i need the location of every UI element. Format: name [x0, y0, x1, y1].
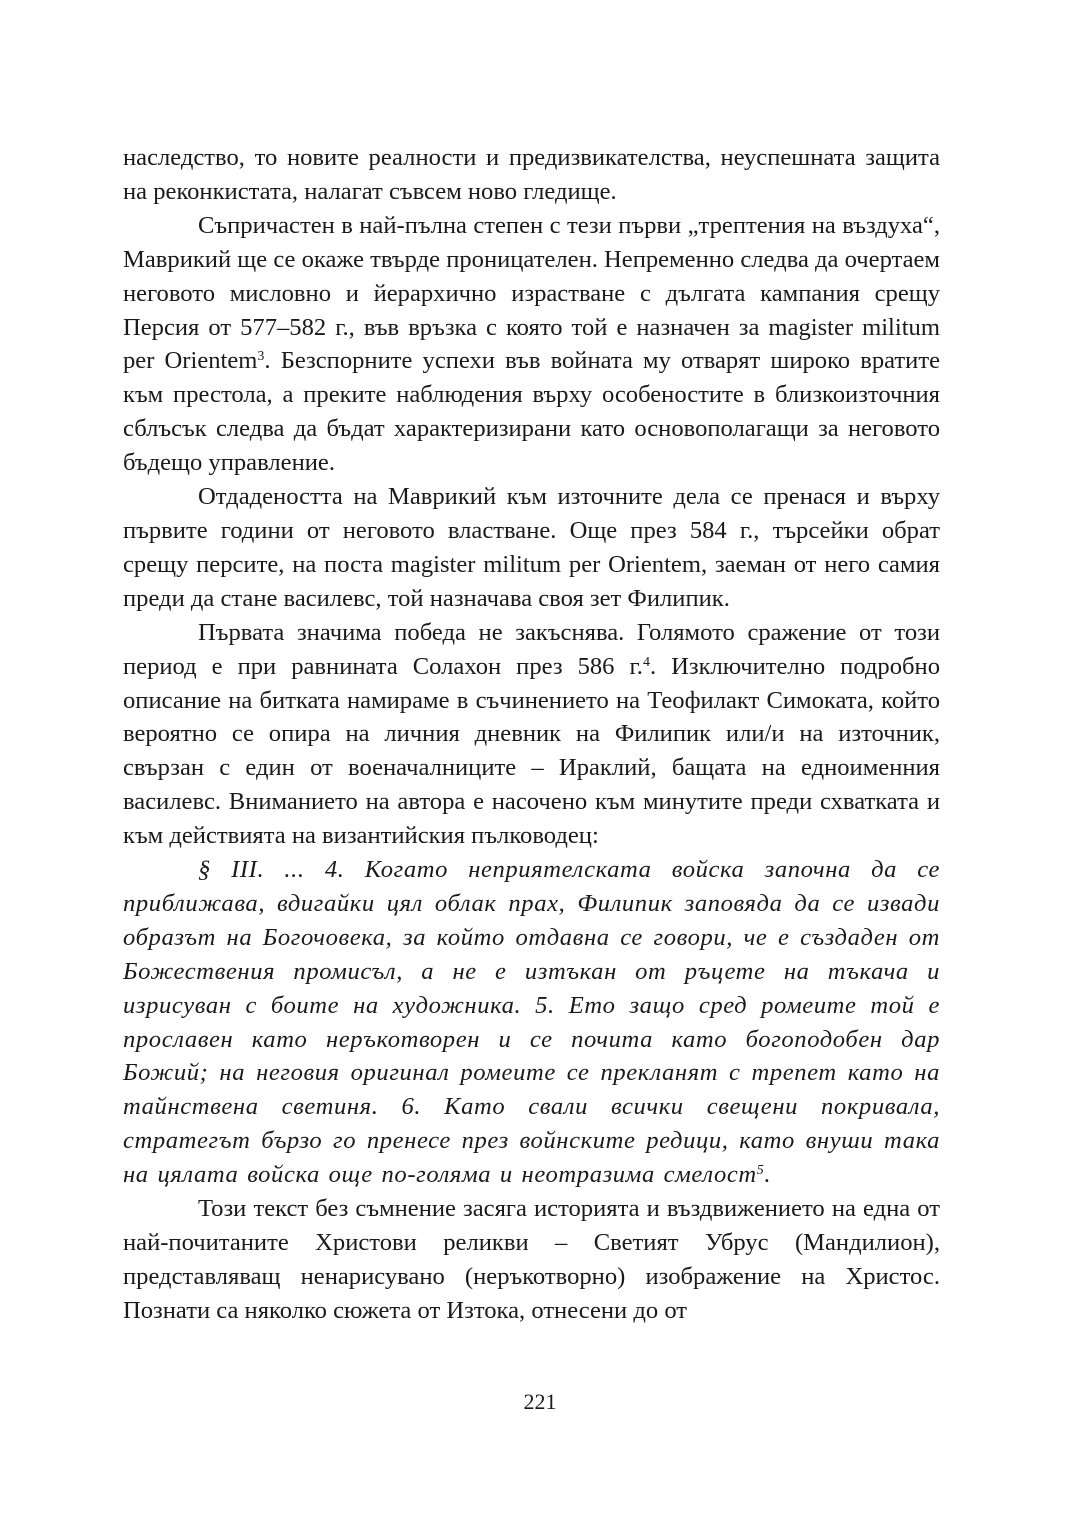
quotation-paragraph [123, 853, 940, 1192]
paragraph-3: Отдадеността на Маврикий към източните дела се пренася и върху първите години от неговото властване. Още през 584 г., търсейки обрат срещу персите, на поста magister militum per Orientem, заеман от него самия преди да стане василевс, той назначава своя зет Филипик. [123, 483, 940, 612]
paragraph-4-text: Първата значима победа не закъснява. Голямото сражение от този период е при равнината Солахон през 586 г. [123, 618, 940, 680]
page-number: 221 [523, 1389, 557, 1414]
paragraph-1: наследство, то новите реалности и предизвикателства, неуспешната защита на реконкистата, налагат съвсем ново гледище. [123, 144, 940, 205]
footnote-marker-4[interactable]: 4 [642, 654, 650, 670]
quotation-text: § III. ... 4. Когато неприятелската войска започна да се приближава, вдигайки цял облак прах, Филипик заповяда да се извади образът на Богочовека, за който отдавна се говори, че е създаден от Божествения промисъл, а не е изтъкан от ръцете на тъкача и изрисуван с боите на художника. 5. Ето защо сред ромеите той е прославен като неръкотворен и се почита като богоподобен дар Божий; на неговия оригинал ромеите се прекланят с трепет като на тайнствена светиня. 6. Като свали всички свещени покривала, стратегът бързо го пренесе през войнските редици, като внуши така на цялата войска още по-голяма и неотразима смелост [123, 856, 940, 1189]
paragraph-2 [123, 209, 940, 480]
page-body [123, 141, 940, 1328]
paragraph-2-text: Съпричастен в най-пълна степен с тези първи „трептения на въздуха“, Маврикий ще се окаже твърде проницателен. Непременно следва да очертаем неговото мисловно и йерархично израстване с дългата кампания срещу Персия от 577–582 г., във връзка с която той е назначен за magister militum per Orientem [123, 211, 940, 375]
footnote-marker-3[interactable]: 3 [257, 349, 265, 365]
quotation-text-end: . [764, 1161, 772, 1189]
paragraph-2-text-continued: . Безспорните успехи във войната му отварят широко вратите към престола, а преките наблюдения върху особеностите в близкоизточния сблъсък следва да бъдат характеризирани като основополагащи за неговото бъдещо управление. [123, 347, 940, 477]
paragraph-4 [123, 616, 940, 853]
paragraph-4-text-continued: . Изключително подробно описание на битката намираме в съчинението на Теофилакт Симоката, който вероятно се опира на личния дневник на Филипик или/и на източник, свързан с един от военачалниците – Ираклий, бащата на едноименния василевс. Вниманието на автора е насочено към минутите преди схватката и към действията на византийския пълководец: [123, 652, 940, 850]
paragraph-6: Този текст без съмнение засяга историята и въздвижението на една от най-почитаните Христови реликви – Светият Убрус (Мандилион), представляващ ненарисувано (неръкотворно) изображение на Христос. Познати са няколко сюжета от Изтока, отнесени до от [123, 1195, 940, 1324]
footnote-marker-5[interactable]: 5 [756, 1163, 765, 1179]
